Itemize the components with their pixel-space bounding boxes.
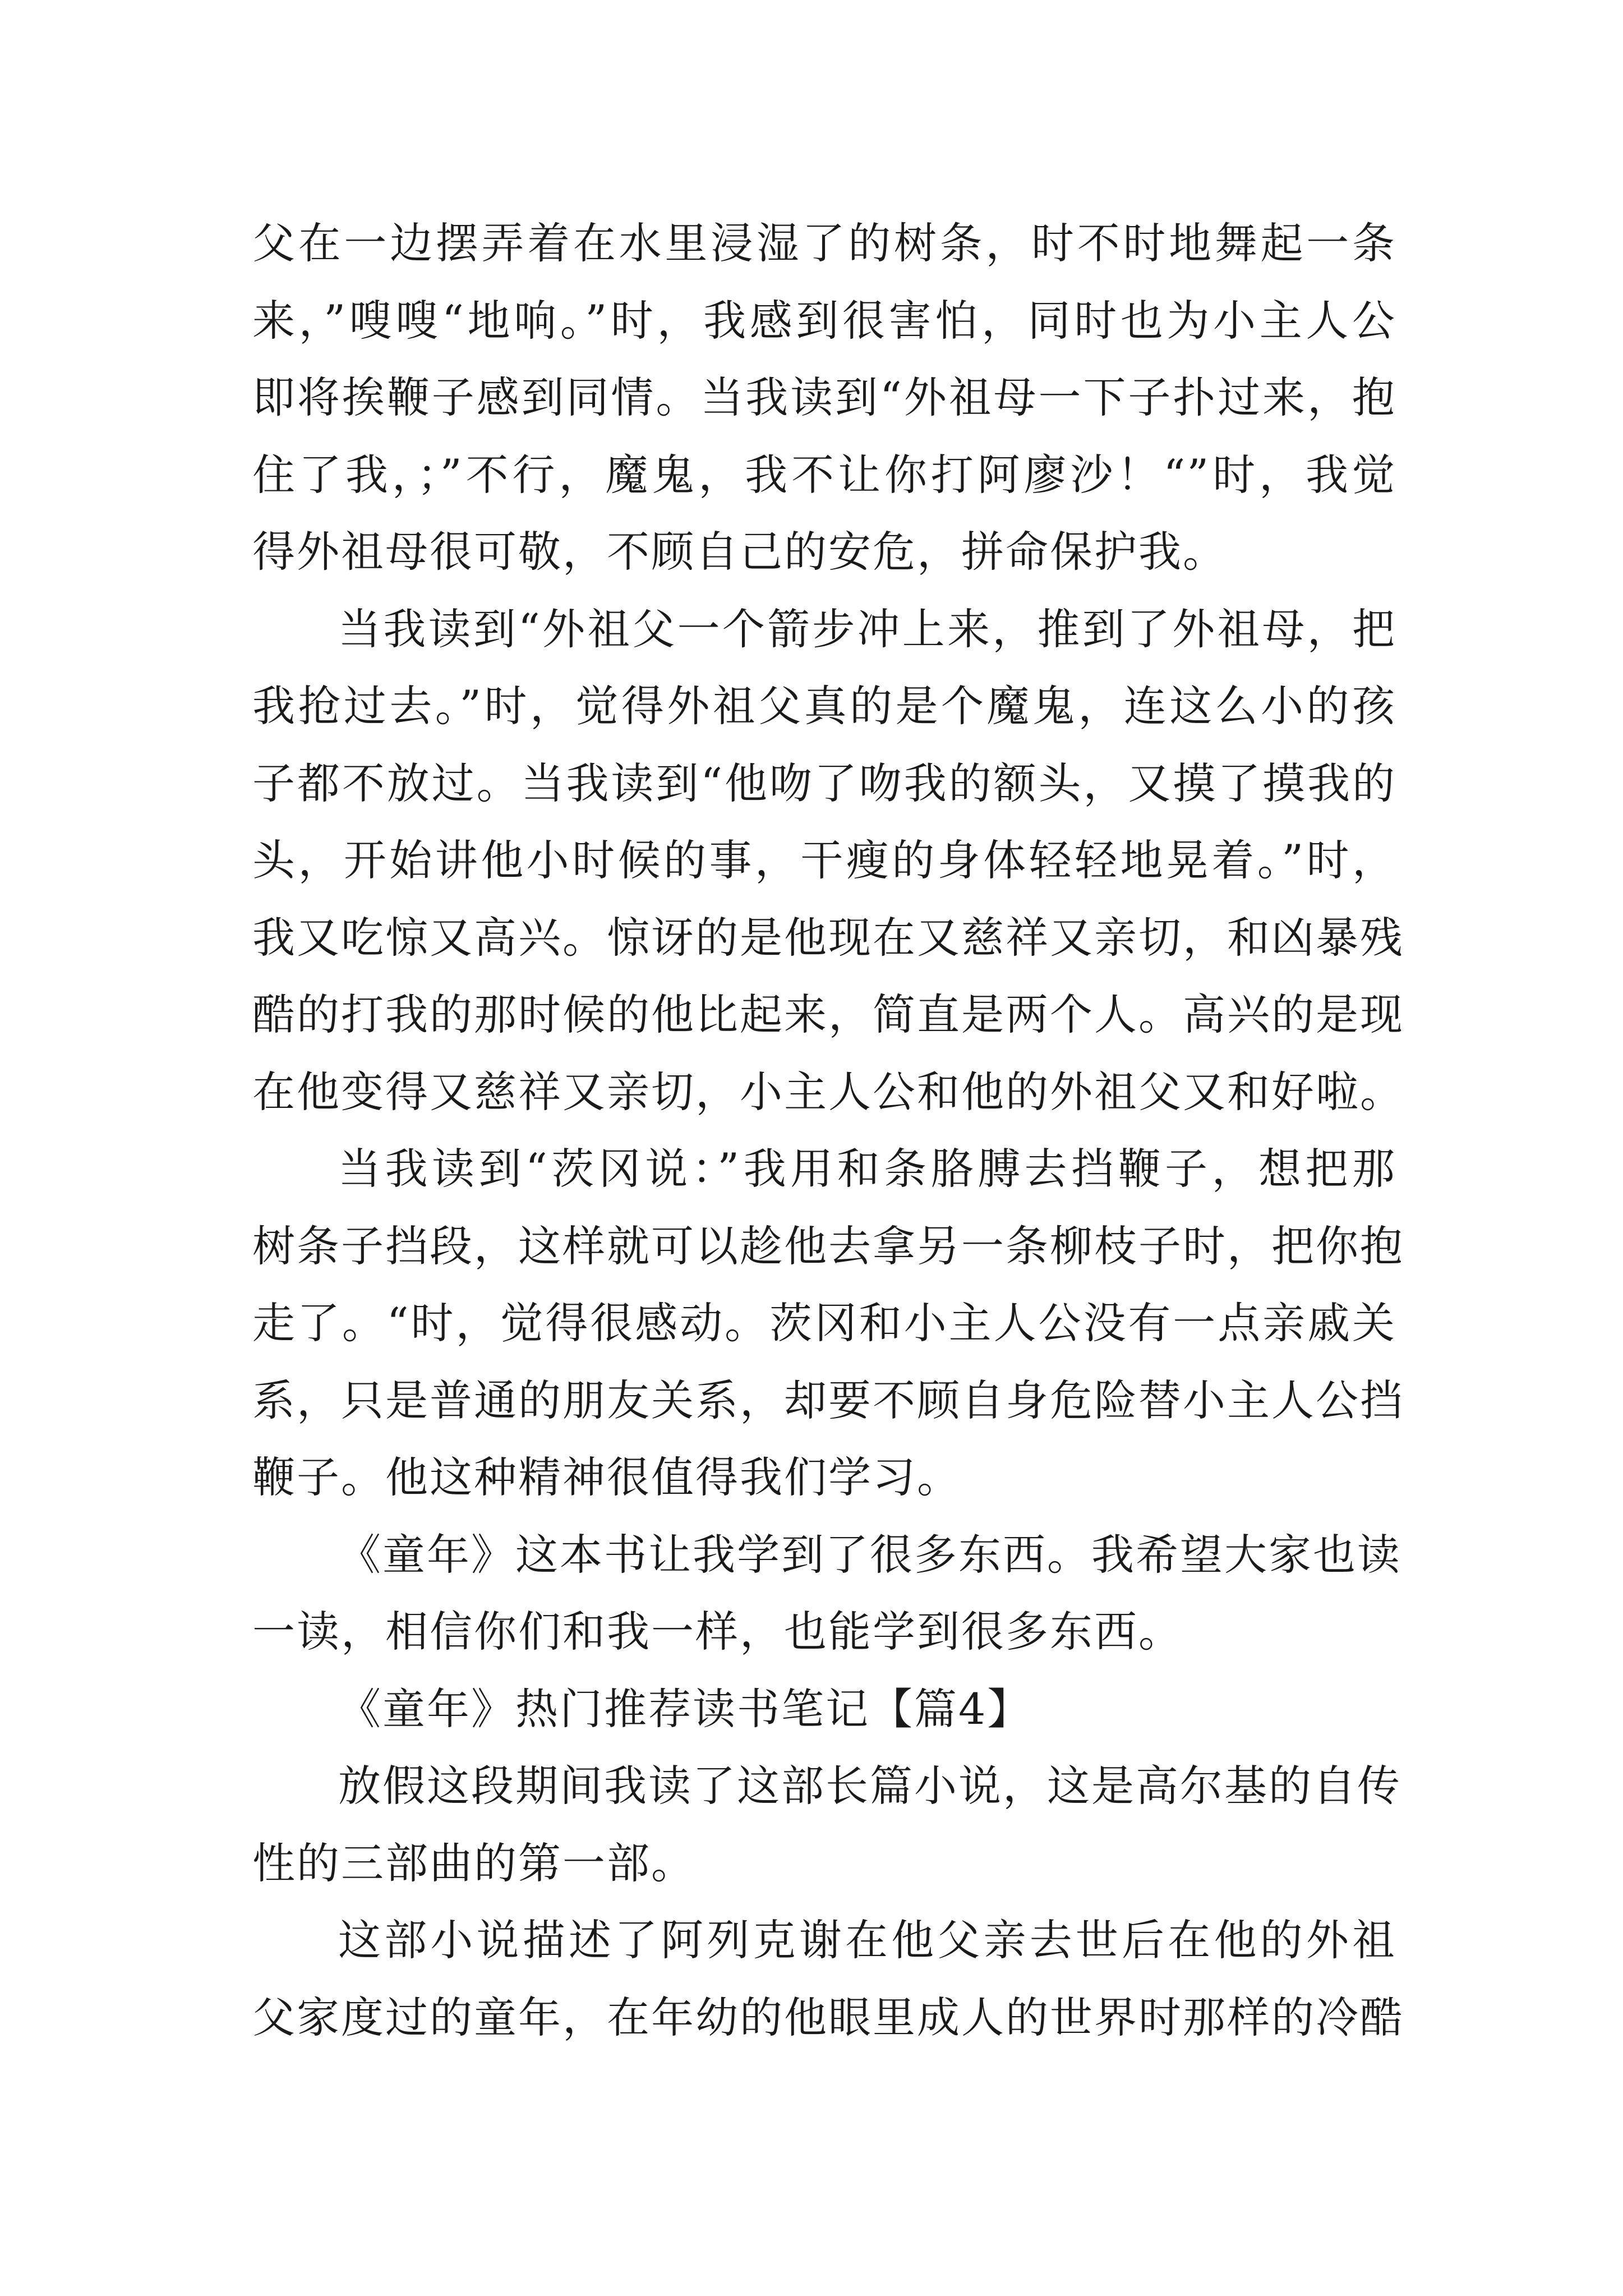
text-line: 性的三部曲的第一部。 [252, 1838, 695, 1888]
text-line: 父家度过的童年，在年幼的他眼里成人的世界时那样的冷酷 [252, 1992, 1404, 2042]
text-line: 父在一边摆弄着在水里浸湿了的树条，时不时地舞起一条 [252, 218, 1396, 268]
text-line: 当我读到“茨冈说：”我用和条胳膊去挡鞭子，想把那 [338, 1144, 1396, 1194]
text-line: 鞭子。他这种精神很值得我们学习。 [252, 1452, 961, 1502]
text-line: 在他变得又慈祥又亲切，小主人公和他的外祖父又和好啦。 [252, 1066, 1404, 1117]
text-line: 子都不放过。当我读到“他吻了吻我的额头，又摸了摸我的 [252, 758, 1396, 808]
section-heading: 《童年》热门推荐读书笔记【篇4】 [338, 1683, 1032, 1734]
text-line: 得外祖母很可敬，不顾自己的安危，拼命保护我。 [252, 527, 1227, 577]
text-line: 住了我，；”不行，魔鬼，我不让你打阿廖沙！“”时，我觉 [252, 449, 1396, 500]
text-line: 这部小说描述了阿列克谢在他父亲去世后在他的外祖 [338, 1915, 1396, 1965]
text-line: 放假这段期间我读了这部长篇小说，这是高尔基的自传 [338, 1761, 1401, 1811]
text-line: 来，”嗖嗖“地响。”时，我感到很害怕，同时也为小主人公 [252, 295, 1396, 346]
text-line: 《童年》这本书让我学到了很多东西。我希望大家也读 [338, 1529, 1401, 1580]
text-line: 走了。“时，觉得很感动。茨冈和小主人公没有一点亲戚关 [252, 1298, 1396, 1348]
text-line: 当我读到“外祖父一个箭步冲上来，推到了外祖母，把 [338, 604, 1396, 654]
text-line: 树条子挡段，这样就可以趁他去拿另一条柳枝子时，把你抱 [252, 1221, 1404, 1271]
text-line: 酷的打我的那时候的他比起来，简直是两个人。高兴的是现 [252, 990, 1404, 1039]
text-line: 即将挨鞭子感到同情。当我读到“外祖母一下子扑过来，抱 [252, 372, 1396, 422]
body-text [252, 205, 1404, 2056]
text-line: 系，只是普通的朋友关系，却要不顾自身危险替小主人公挡 [252, 1375, 1404, 1425]
text-line: 头，开始讲他小时候的事，干瘦的身体轻轻地晃着。”时， [252, 835, 1396, 885]
text-line: 我又吃惊又高兴。惊讶的是他现在又慈祥又亲切，和凶暴残 [252, 912, 1404, 963]
text-line: 我抢过去。”时，觉得外祖父真的是个魔鬼，连这么小的孩 [252, 681, 1396, 731]
text-line: 一读，相信你们和我一样，也能学到很多东西。 [252, 1607, 1183, 1657]
